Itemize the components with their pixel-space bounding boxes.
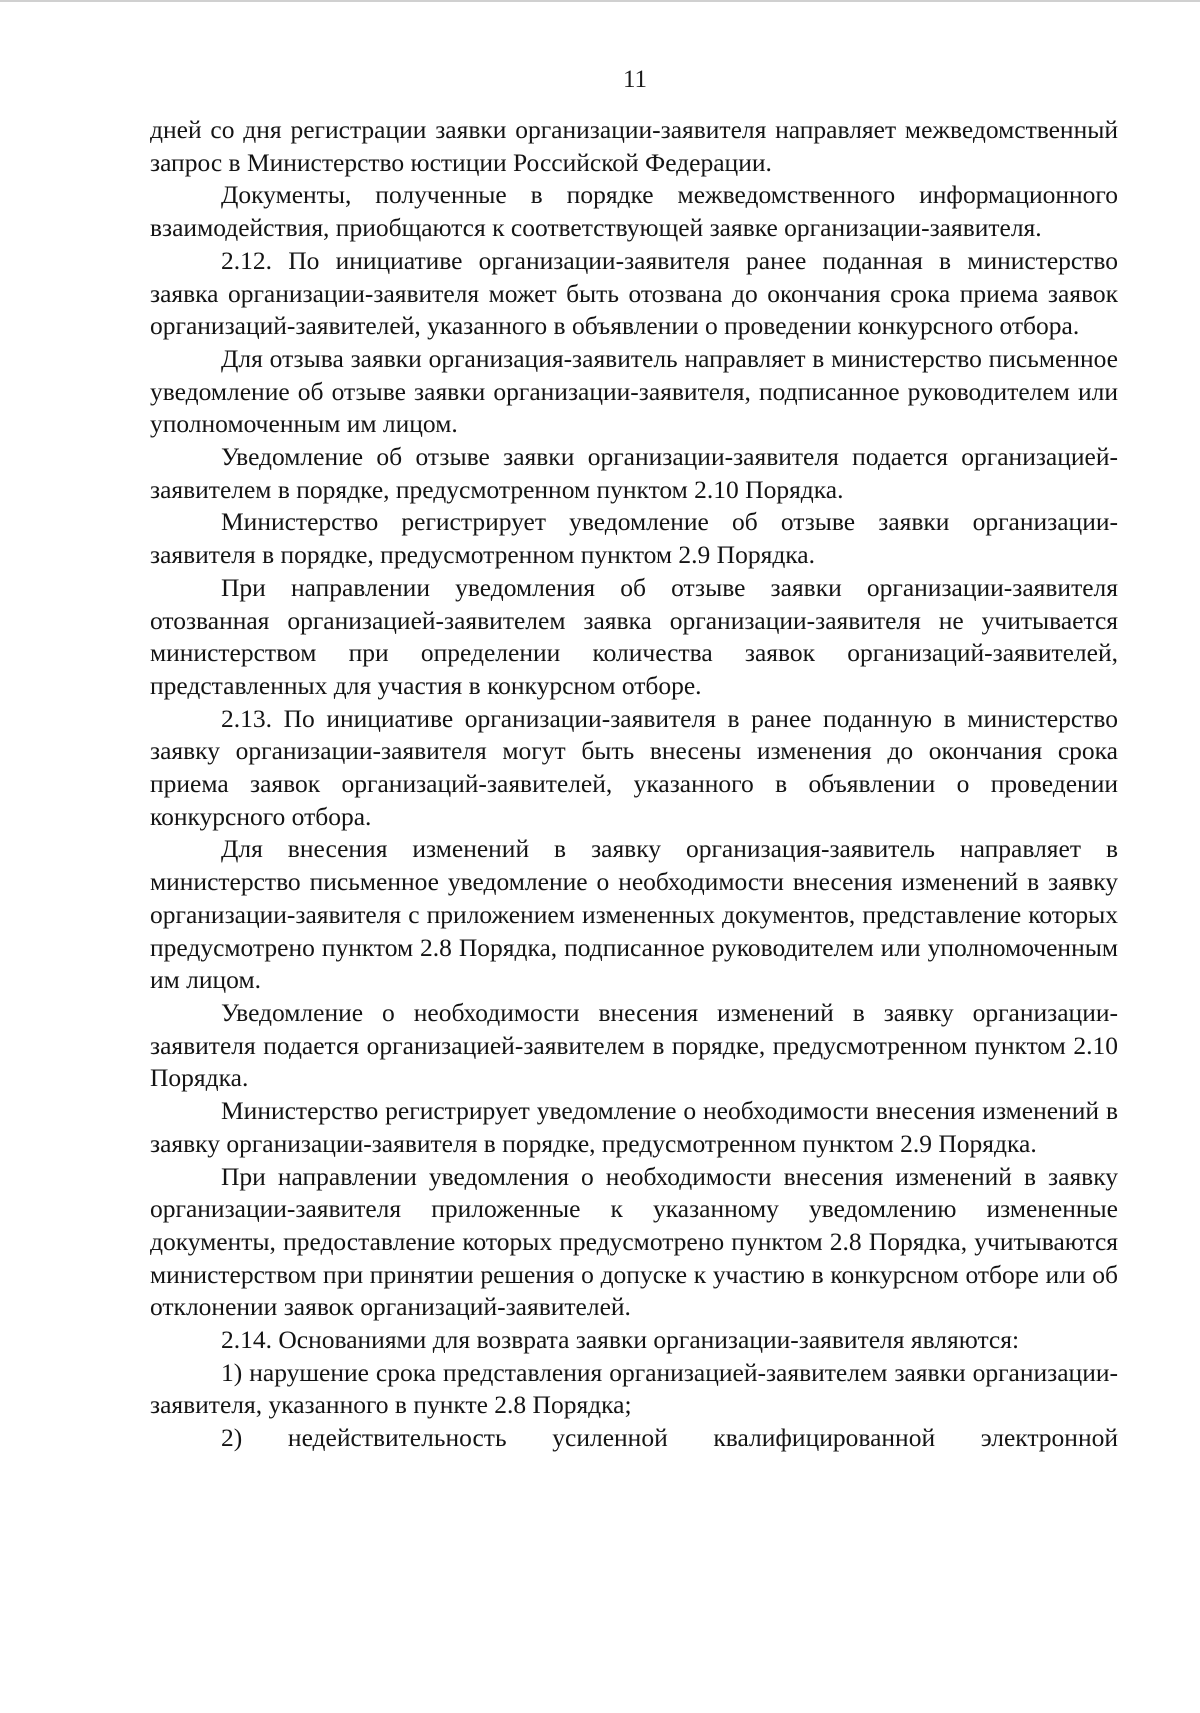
page-number: 11: [622, 66, 648, 93]
body-paragraph: 2.12. По инициативе организации-заявителя ранее поданная в министерство заявка организации-заявителя может быть отозвана до окончания срока приема заявок организаций-заявителей, указанного в объявлении о проведении конкурсного отбора.: [150, 245, 1118, 341]
body-paragraph: Для внесения изменений в заявку организация-заявитель направляет в министерство письменное уведомление о необходимости внесения изменений в заявку организации-заявителя с приложением измененных документов, представление которых предусмотрено пунктом 2.8 Порядка, подписанное руководителем или уполномоченным им лицом.: [150, 834, 1118, 995]
body-paragraph: дней со дня регистрации заявки организации-заявителя направляет межведомственный запрос в Министерство юстиции Российской Федерации.: [150, 115, 1118, 177]
body-paragraph: 2.13. По инициативе организации-заявителя в ранее поданную в министерство заявку организации-заявителя могут быть внесены изменения до окончания срока приема заявок организаций-заявителей, указанного в объявлении о проведении конкурсного отбора.: [150, 703, 1118, 831]
body-paragraph: 1) нарушение срока представления организацией-заявителем заявки организации-заявителя, указанного в пункте 2.8 Порядка;: [150, 1357, 1118, 1420]
body-paragraph: При направлении уведомления о необходимости внесения изменений в заявку организации-заявителя приложенные к указанному уведомлению измененные документы, предоставление которых предусмотрено пунктом 2.8 Порядка, учитываются министерством при принятии решения о допуске к участию в конкурсном отборе или об отклонении заявок организаций-заявителей.: [150, 1161, 1118, 1322]
document-body: [150, 114, 1118, 1455]
body-paragraph: Документы, полученные в порядке межведомственного информационного взаимодействия, приобщаются к соответствующей заявке организации-заявителя.: [150, 180, 1118, 243]
body-paragraph: Министерство регистрирует уведомление об отзыве заявки организации-заявителя в порядке, предусмотренном пунктом 2.9 Порядка.: [150, 507, 1118, 570]
body-paragraph: Уведомление об отзыве заявки организации-заявителя подается организацией-заявителем в порядке, предусмотренном пунктом 2.10 Порядка.: [150, 442, 1118, 504]
body-paragraph: При направлении уведомления об отзыве заявки организации-заявителя отозванная организацией-заявителем заявка организации-заявителя не учитывается министерством при определении количества заявок организаций-заявителей, представленных для участия в конкурсном отборе.: [150, 572, 1118, 700]
body-paragraph: 2) недействительность усиленной квалифицированной электронной: [221, 1423, 1118, 1453]
body-paragraph: Министерство регистрирует уведомление о необходимости внесения изменений в заявку организации-заявителя в порядке, предусмотренном пунктом 2.9 Порядка.: [150, 1096, 1118, 1158]
body-paragraph: Уведомление о необходимости внесения изменений в заявку организации-заявителя подается организацией-заявителем в порядке, предусмотренном пунктом 2.10 Порядка.: [150, 997, 1118, 1093]
scan-edge-line: [0, 0, 1200, 2]
body-paragraph: Для отзыва заявки организация-заявитель направляет в министерство письменное уведомление об отзыве заявки организации-заявителя, подписанное руководителем или уполномоченным им лицом.: [150, 343, 1118, 439]
body-paragraph: 2.14. Основаниями для возврата заявки организации-заявителя являются:: [221, 1325, 1020, 1355]
